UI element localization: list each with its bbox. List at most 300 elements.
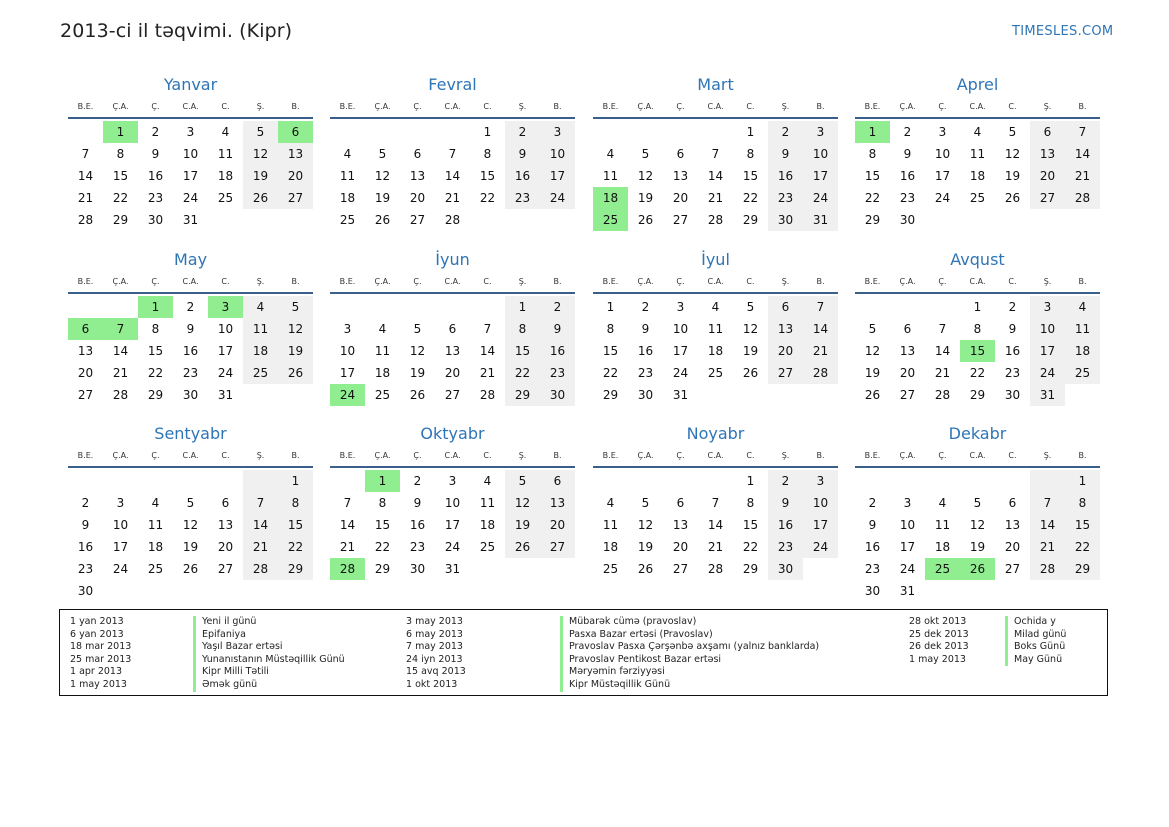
day-cell: 20: [1004, 540, 1021, 554]
day-cell: 11: [479, 496, 496, 510]
day-cell: 5: [641, 496, 650, 510]
day-cell: 5: [868, 322, 877, 336]
weekday-label: C.A.: [969, 101, 986, 111]
day-cell: 18: [602, 540, 619, 554]
legend-holiday-name: Boks Günü: [1014, 641, 1066, 653]
day-cell: 13: [217, 518, 234, 532]
week-row: [593, 296, 838, 318]
day-cell: 10: [899, 518, 916, 532]
day-cell: 30: [768, 209, 803, 231]
day-cell: 13: [1004, 518, 1021, 532]
day-cell: 6: [448, 322, 457, 336]
day-cell: 2: [768, 121, 803, 143]
day-cell: 16: [147, 169, 164, 183]
day-cell: 2: [1008, 300, 1017, 314]
day-cell: 28: [803, 362, 838, 384]
weekday-label: C.: [221, 450, 230, 460]
day-cell: 19: [1004, 169, 1021, 183]
day-cell: 26: [505, 536, 540, 558]
weekday-label: B.: [291, 450, 300, 460]
day-cell: 18: [1065, 340, 1100, 362]
day-cell: 11: [339, 169, 356, 183]
day-cell: 3: [540, 121, 575, 143]
empty-day-cell: [1030, 209, 1065, 231]
day-cell: 31: [217, 388, 234, 402]
day-cell: 26: [864, 388, 881, 402]
day-cell: 19: [278, 340, 313, 362]
day-cell: 25: [602, 562, 619, 576]
day-cell: 30: [540, 384, 575, 406]
legend-holiday-name: Məryəmin fərziyyəsi: [569, 666, 665, 678]
header-rule: [330, 466, 575, 468]
day-cell: 28: [1030, 558, 1065, 580]
day-cell: 29: [742, 562, 759, 576]
empty-day-cell: [278, 580, 313, 602]
week-row: [593, 384, 838, 406]
weekday-label: Ç.: [938, 276, 947, 286]
brand-link[interactable]: TIMESLES.COM: [1012, 24, 1114, 39]
day-cell: 7: [243, 492, 278, 514]
legend-holiday-name: Yunanıstanın Müstəqillik Günü: [202, 653, 345, 665]
day-cell: 26: [742, 366, 759, 380]
day-cell: 1: [1065, 470, 1100, 492]
day-cell: 10: [182, 147, 199, 161]
day-cell: 15: [112, 169, 129, 183]
empty-day-cell: [208, 209, 243, 231]
legend-holiday-name: Ochida y: [1014, 616, 1056, 627]
day-cell: 10: [339, 344, 356, 358]
empty-day-cell: [330, 470, 365, 492]
weekday-label: B.E.: [602, 276, 619, 286]
day-cell: 22: [505, 362, 540, 384]
day-cell: 29: [864, 213, 881, 227]
week-row: [68, 384, 313, 406]
empty-day-cell: [278, 384, 313, 406]
day-cell: 17: [182, 169, 199, 183]
month-may: [68, 248, 313, 406]
empty-day-cell: [103, 470, 138, 492]
day-cell: 25: [374, 388, 391, 402]
legend-holiday-name: Yaşıl Bazar ertəsi: [202, 641, 283, 653]
day-cell: 1: [746, 474, 755, 488]
day-cell: 13: [768, 318, 803, 340]
day-cell: 25: [707, 366, 724, 380]
day-cell: 9: [81, 518, 90, 532]
day-cell: 9: [768, 492, 803, 514]
day-cell: 20: [217, 540, 234, 554]
month-title: Noyabr: [686, 424, 745, 443]
day-cell: 30: [637, 388, 654, 402]
day-cell: 13: [77, 344, 94, 358]
day-cell: 30: [182, 388, 199, 402]
day-cell: 16: [540, 340, 575, 362]
week-row: [593, 318, 838, 340]
month-noyabr: [593, 422, 838, 580]
day-cell: 5: [378, 147, 387, 161]
weekday-label: Ç.A.: [374, 450, 391, 460]
day-cell: 29: [742, 213, 759, 227]
day-cell: 29: [278, 558, 313, 580]
day-cell: 20: [77, 366, 94, 380]
day-cell: 22: [147, 366, 164, 380]
weekday-label: Ç.: [676, 450, 685, 460]
month-title: Aprel: [956, 75, 999, 94]
weekday-header: [330, 272, 575, 290]
weekday-label: C.A.: [182, 276, 199, 286]
day-cell: 17: [803, 165, 838, 187]
weekday-label: Ç.A.: [112, 450, 129, 460]
empty-day-cell: [628, 121, 663, 143]
empty-day-cell: [505, 209, 540, 231]
legend-dates-column: [909, 616, 969, 666]
day-cell: 1: [505, 296, 540, 318]
month-i̇yun: [330, 248, 575, 406]
weekday-label: C.: [1008, 101, 1017, 111]
day-cell: 20: [444, 366, 461, 380]
weekday-label: Ç.: [151, 276, 160, 286]
day-cell: 26: [409, 388, 426, 402]
day-cell: 2: [868, 496, 877, 510]
header-rule: [68, 117, 313, 119]
day-cell: 26: [278, 362, 313, 384]
day-cell: 4: [973, 125, 982, 139]
day-cell: 1: [483, 125, 492, 139]
week-row: [68, 340, 313, 362]
day-cell: 26: [374, 213, 391, 227]
week-row: [330, 536, 575, 558]
empty-day-cell: [365, 121, 400, 143]
day-cell: 13: [444, 344, 461, 358]
day-cell: 9: [186, 322, 195, 336]
weekday-label: B.E.: [602, 450, 619, 460]
empty-day-cell: [68, 121, 103, 143]
empty-day-cell: [243, 580, 278, 602]
day-cell: 11: [602, 169, 619, 183]
holiday-legend: [59, 609, 1108, 696]
day-cell: 23: [182, 366, 199, 380]
empty-day-cell: [593, 470, 628, 492]
legend-holiday-name: Pasxa Bazar ertəsi (Pravoslav): [569, 628, 713, 640]
day-cell: 6: [768, 296, 803, 318]
day-cell: 7: [81, 147, 90, 161]
day-cell: 18: [479, 518, 496, 532]
day-cell: 1: [746, 125, 755, 139]
weekday-header: [68, 97, 313, 115]
empty-day-cell: [400, 121, 435, 143]
day-cell: 29: [374, 562, 391, 576]
month-title: May: [173, 250, 208, 269]
weekday-label: Ç.: [151, 450, 160, 460]
day-cell: 20: [1030, 165, 1065, 187]
day-cell: 20: [672, 191, 689, 205]
page-title: 2013-ci il təqvimi. (Kipr): [60, 20, 293, 42]
weekday-label: C.A.: [182, 101, 199, 111]
holiday-day-cell: 1: [138, 296, 173, 318]
day-cell: 22: [1065, 536, 1100, 558]
day-cell: 22: [969, 366, 986, 380]
day-cell: 2: [903, 125, 912, 139]
weekday-label: B.E.: [77, 450, 94, 460]
weekday-header: [593, 446, 838, 464]
weekday-label: B.: [1078, 276, 1087, 286]
empty-day-cell: [68, 296, 103, 318]
header-rule: [593, 117, 838, 119]
weekday-label: Ş.: [781, 101, 790, 111]
week-row: [593, 165, 838, 187]
weekday-label: Ç.: [413, 450, 422, 460]
day-cell: 12: [409, 344, 426, 358]
weekday-label: B.E.: [864, 101, 881, 111]
day-cell: 22: [112, 191, 129, 205]
day-cell: 13: [672, 518, 689, 532]
day-cell: 12: [182, 518, 199, 532]
day-cell: 21: [112, 366, 129, 380]
day-cell: 4: [606, 147, 615, 161]
month-yanvar: [68, 73, 313, 231]
day-cell: 1: [606, 300, 615, 314]
week-row: [68, 121, 313, 143]
day-cell: 28: [243, 558, 278, 580]
legend-date: 1 yan 2013: [70, 616, 124, 627]
empty-day-cell: [890, 296, 925, 318]
month-dekabr: [855, 422, 1100, 602]
day-cell: 9: [1008, 322, 1017, 336]
day-cell: 1: [973, 300, 982, 314]
holiday-day-cell: 18: [593, 187, 628, 209]
day-cell: 21: [934, 366, 951, 380]
day-cell: 20: [672, 540, 689, 554]
legend-names-column: [193, 616, 345, 692]
day-cell: 8: [746, 147, 755, 161]
day-cell: 5: [278, 296, 313, 318]
weekday-label: Ş.: [781, 450, 790, 460]
weekday-label: B.E.: [602, 101, 619, 111]
day-cell: 22: [374, 540, 391, 554]
weekday-label: C.A.: [707, 450, 724, 460]
day-cell: 27: [1004, 562, 1021, 576]
day-cell: 15: [602, 344, 619, 358]
legend-names-column: [1005, 616, 1066, 666]
empty-day-cell: [995, 470, 1030, 492]
day-cell: 10: [672, 322, 689, 336]
header-rule: [593, 292, 838, 294]
day-cell: 16: [768, 165, 803, 187]
day-cell: 13: [540, 492, 575, 514]
day-cell: 21: [339, 540, 356, 554]
week-row: [855, 143, 1100, 165]
day-cell: 3: [903, 496, 912, 510]
weekday-label: Ç.: [938, 450, 947, 460]
day-cell: 11: [374, 344, 391, 358]
week-row: [593, 340, 838, 362]
legend-holiday-name: Pravoslav Pasxa Çərşənbə axşamı (yalnız banklarda): [569, 641, 820, 653]
day-cell: 20: [899, 366, 916, 380]
day-cell: 15: [278, 514, 313, 536]
legend-holiday-name: Mübarək cümə (pravoslav): [569, 616, 697, 627]
header-rule: [855, 466, 1100, 468]
day-cell: 25: [339, 213, 356, 227]
day-cell: 23: [768, 187, 803, 209]
empty-day-cell: [138, 580, 173, 602]
empty-day-cell: [995, 209, 1030, 231]
legend-dates-column: [70, 616, 131, 692]
day-cell: 15: [147, 344, 164, 358]
day-cell: 13: [409, 169, 426, 183]
day-cell: 19: [505, 514, 540, 536]
weekday-label: Ş.: [256, 101, 265, 111]
weekday-label: C.A.: [444, 450, 461, 460]
weekday-header: [855, 446, 1100, 464]
holiday-day-cell: 7: [103, 318, 138, 340]
empty-day-cell: [243, 384, 278, 406]
day-cell: 14: [243, 514, 278, 536]
weekday-label: B.: [1078, 101, 1087, 111]
day-cell: 26: [243, 187, 278, 209]
day-cell: 16: [505, 165, 540, 187]
week-row: [330, 318, 575, 340]
day-cell: 14: [803, 318, 838, 340]
weekday-label: C.: [746, 101, 755, 111]
day-cell: 25: [217, 191, 234, 205]
day-cell: 28: [479, 388, 496, 402]
day-cell: 10: [444, 496, 461, 510]
empty-day-cell: [365, 296, 400, 318]
day-cell: 12: [505, 492, 540, 514]
day-cell: 23: [505, 187, 540, 209]
day-cell: 8: [973, 322, 982, 336]
holiday-day-cell: 3: [208, 296, 243, 318]
weekday-label: Ç.: [676, 101, 685, 111]
empty-day-cell: [593, 121, 628, 143]
weekday-label: Ç.A.: [637, 101, 654, 111]
day-cell: 28: [707, 562, 724, 576]
day-cell: 10: [217, 322, 234, 336]
day-cell: 9: [540, 318, 575, 340]
day-cell: 23: [409, 540, 426, 554]
legend-date: 25 mar 2013: [70, 653, 132, 665]
day-cell: 18: [243, 340, 278, 362]
day-cell: 8: [1065, 492, 1100, 514]
day-cell: 31: [672, 388, 689, 402]
week-row: [68, 362, 313, 384]
day-cell: 31: [444, 562, 461, 576]
day-cell: 14: [934, 344, 951, 358]
day-cell: 26: [1004, 191, 1021, 205]
header-rule: [593, 466, 838, 468]
week-row: [330, 143, 575, 165]
holiday-day-cell: 25: [925, 558, 960, 580]
day-cell: 18: [339, 191, 356, 205]
day-cell: 2: [505, 121, 540, 143]
week-row: [593, 187, 838, 209]
week-row: [855, 187, 1100, 209]
week-row: [68, 514, 313, 536]
day-cell: 21: [444, 191, 461, 205]
day-cell: 9: [641, 322, 650, 336]
day-cell: 17: [444, 518, 461, 532]
day-cell: 13: [672, 169, 689, 183]
day-cell: 23: [147, 191, 164, 205]
day-cell: 3: [343, 322, 352, 336]
month-title: Fevral: [428, 75, 477, 94]
day-cell: 2: [768, 470, 803, 492]
empty-day-cell: [330, 296, 365, 318]
day-cell: 3: [938, 125, 947, 139]
day-cell: 8: [606, 322, 615, 336]
weekday-label: C.A.: [969, 276, 986, 286]
week-row: [855, 514, 1100, 536]
day-cell: 18: [374, 366, 391, 380]
month-title: İyul: [701, 250, 730, 269]
week-row: [68, 580, 313, 602]
day-cell: 21: [479, 366, 496, 380]
day-cell: 29: [147, 388, 164, 402]
week-row: [855, 492, 1100, 514]
day-cell: 5: [413, 322, 422, 336]
week-row: [593, 536, 838, 558]
day-cell: 14: [1030, 514, 1065, 536]
legend-date: 26 dek 2013: [909, 641, 969, 653]
day-cell: 4: [221, 125, 230, 139]
day-cell: 15: [505, 340, 540, 362]
day-cell: 10: [112, 518, 129, 532]
day-cell: 15: [1065, 514, 1100, 536]
empty-day-cell: [925, 580, 960, 602]
weekday-label: B.: [553, 276, 562, 286]
empty-day-cell: [698, 470, 733, 492]
weekday-header: [855, 272, 1100, 290]
header-rule: [855, 292, 1100, 294]
day-cell: 7: [1065, 121, 1100, 143]
empty-day-cell: [173, 470, 208, 492]
weekday-label: B.E.: [339, 101, 356, 111]
weekday-header: [68, 446, 313, 464]
empty-day-cell: [1065, 384, 1100, 406]
empty-day-cell: [173, 580, 208, 602]
day-cell: 16: [864, 540, 881, 554]
day-cell: 28: [934, 388, 951, 402]
empty-day-cell: [470, 558, 505, 580]
day-cell: 9: [768, 143, 803, 165]
day-cell: 26: [637, 562, 654, 576]
month-avqust: [855, 248, 1100, 406]
week-row: [68, 187, 313, 209]
week-row: [68, 165, 313, 187]
day-cell: 11: [602, 518, 619, 532]
day-cell: 4: [243, 296, 278, 318]
weekday-label: C.A.: [182, 450, 199, 460]
weekday-label: Ç.A.: [899, 276, 916, 286]
weekday-label: Ç.A.: [637, 276, 654, 286]
day-cell: 27: [1030, 187, 1065, 209]
week-row: [68, 492, 313, 514]
empty-day-cell: [960, 209, 995, 231]
legend-holiday-name: Yeni il günü: [202, 616, 257, 627]
week-row: [68, 470, 313, 492]
legend-holiday-name: Epifaniya: [202, 628, 246, 640]
day-cell: 7: [803, 296, 838, 318]
day-cell: 15: [742, 169, 759, 183]
weekday-label: C.: [483, 450, 492, 460]
holiday-day-cell: 28: [330, 558, 365, 580]
day-cell: 8: [116, 147, 125, 161]
legend-date: 15 avq 2013: [406, 666, 466, 678]
day-cell: 30: [768, 558, 803, 580]
day-cell: 24: [899, 562, 916, 576]
day-cell: 25: [243, 362, 278, 384]
day-cell: 3: [1030, 296, 1065, 318]
holiday-day-cell: 1: [103, 121, 138, 143]
